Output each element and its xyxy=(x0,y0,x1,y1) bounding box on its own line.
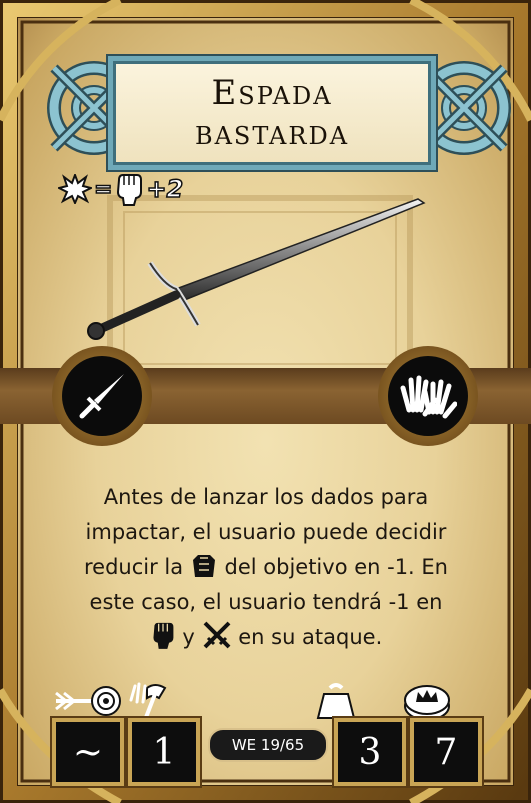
two-hands-icon xyxy=(399,370,457,422)
rules-line-3-start: reducir la xyxy=(84,555,184,579)
rules-line-3-end: del objetivo en -1. En xyxy=(224,555,448,579)
formula-equals: = xyxy=(94,176,113,202)
weight-stat: 3 xyxy=(334,718,406,786)
range-stat: ~ xyxy=(52,718,124,786)
card-title-line-2: bastarda xyxy=(194,113,350,153)
bow-target-icon xyxy=(52,680,122,722)
sword-icon xyxy=(76,370,128,422)
hands-medallion xyxy=(378,346,478,446)
price-stat: 7 xyxy=(410,718,482,786)
rules-line-2: impactar, el usuario puede decidir xyxy=(85,520,447,544)
rules-line-5 xyxy=(46,620,486,655)
card-title-line-1: Espada xyxy=(211,73,333,113)
melee-medallion xyxy=(52,346,152,446)
rules-line-4: este caso, el usuario tendrá -1 en xyxy=(89,590,443,614)
durability-stat: 1 xyxy=(128,718,200,786)
rules-line-5-and: y xyxy=(182,625,195,649)
title-plate xyxy=(108,56,436,170)
rules-line-3 xyxy=(46,550,486,585)
rules-line-5-end: en su ataque. xyxy=(238,625,383,649)
card-code-badge: WE 19/65 xyxy=(208,728,328,762)
crossed-swords-icon xyxy=(202,620,232,650)
fist-icon xyxy=(150,620,176,650)
armor-icon xyxy=(190,552,218,580)
rules-line-1: Antes de lanzar los dados para xyxy=(103,485,429,509)
formula-bonus: +2 xyxy=(146,175,184,203)
rules-text xyxy=(46,480,486,655)
bastard-sword-illustration xyxy=(80,185,440,345)
